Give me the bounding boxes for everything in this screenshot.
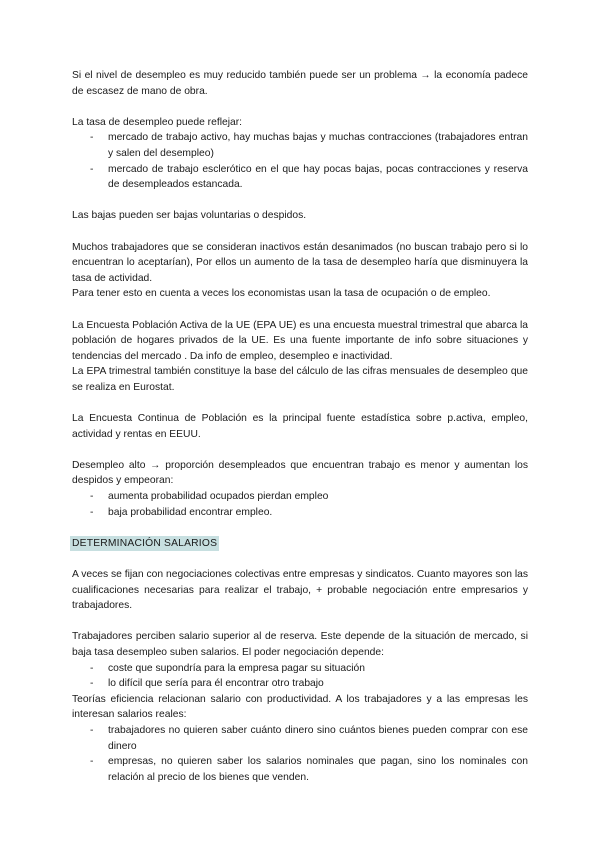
bullet-dash: -: [90, 756, 94, 768]
bullet-dash: -: [90, 724, 94, 736]
alto-list: [72, 489, 528, 520]
bullet-dash: -: [90, 506, 94, 518]
list-item: - lo difícil que sería para él encontrar otro trabajo: [72, 676, 528, 692]
bullet-dash: -: [90, 678, 94, 690]
paragraph-eeuu: La Encuesta Continua de Población es la principal fuente estadística sobre p.activa, empleo, actividad y rentas en EEUU.: [72, 413, 528, 440]
paragraph-teorias: Teorías eficiencia relacionan salario con productividad. A los trabajadores y a las empresas les interesan salarios reales:: [72, 693, 528, 721]
paragraph-epa: La Encuesta Población Activa de la UE (EPA UE) es una encuesta muestral trimestral que abarca la población de hogares privados de la UE. Es una fuente importante de info sobre situaciones y tendencias del mercado . Da info de empleo, desempleo e inactividad.: [72, 319, 528, 362]
teorias-list: [72, 723, 528, 785]
document-body: [72, 68, 528, 785]
bullet-dash: -: [90, 662, 94, 674]
bullet-dash: -: [90, 163, 94, 175]
paragraph-tasa-intro: La tasa de desempleo puede reflejar:: [72, 116, 243, 128]
bullet-dash: -: [90, 132, 94, 144]
paragraph-bajas: Las bajas pueden ser bajas voluntarias o despidos.: [72, 210, 307, 222]
paragraph-ocupacion: Para tener esto en cuenta a veces los economistas usan la tasa de ocupación o de empleo.: [72, 288, 491, 300]
paragraph-escasez: Si el nivel de desempleo es muy reducido también puede ser un problema → la economía padece de escasez de mano de obra.: [72, 70, 528, 97]
list-item: - mercado de trabajo activo, hay muchas bajas y muchas contracciones (trabajadores entran y salen del desempleo): [90, 132, 528, 159]
reserva-list: [72, 661, 528, 692]
paragraph-desempleo-alto: Desempleo alto → proporción desempleados que encuentran trabajo es menor y aumentan los despidos y empeoran:: [72, 459, 528, 487]
paragraph-inactivos: Muchos trabajadores que se consideran inactivos están desanimados (no buscan trabajo pero si lo encuentran lo aceptarían), Por ellos un aumento de la tasa de desempleo haría que disminuyera la tasa de actividad.: [72, 241, 528, 284]
paragraph-epa-trimestral: La EPA trimestral también constituye la base del cálculo de las cifras mensuales de desempleo que se realiza en Eurostat.: [72, 366, 528, 393]
list-item: - trabajadores no quieren saber cuánto dinero sino cuántos bienes pueden comprar con ese dinero: [90, 724, 528, 752]
list-item: - coste que supondría para la empresa pagar su situación: [72, 661, 528, 677]
list-item: - baja probabilidad encontrar empleo.: [72, 505, 528, 521]
section-heading: DETERMINACIÓN SALARIOS: [70, 536, 219, 552]
paragraph-reserva: Trabajadores perciben salario superior al de reserva. Este depende de la situación de mercado, si baja tasa desempleo suben salarios. El poder negociación depende:: [72, 631, 528, 658]
tasa-list: [72, 130, 528, 192]
paragraph-negociaciones: A veces se fijan con negociaciones colectivas entre empresas y sindicatos. Cuanto mayores son las cualificaciones necesarias para realizar el trabajo, + probable negociación entre empresarios y trabajadores.: [72, 569, 528, 612]
list-item: - aumenta probabilidad ocupados pierdan empleo: [72, 489, 528, 505]
bullet-dash: -: [90, 491, 94, 503]
list-item: - empresas, no quieren saber los salarios nominales que pagan, sino los nominales con relación al precio de los bienes que venden.: [90, 756, 528, 783]
section-heading-row: [72, 536, 528, 552]
list-item: - mercado de trabajo esclerótico en el que hay pocas bajas, pocas contracciones y reserva de desempleados estancada.: [90, 163, 528, 191]
